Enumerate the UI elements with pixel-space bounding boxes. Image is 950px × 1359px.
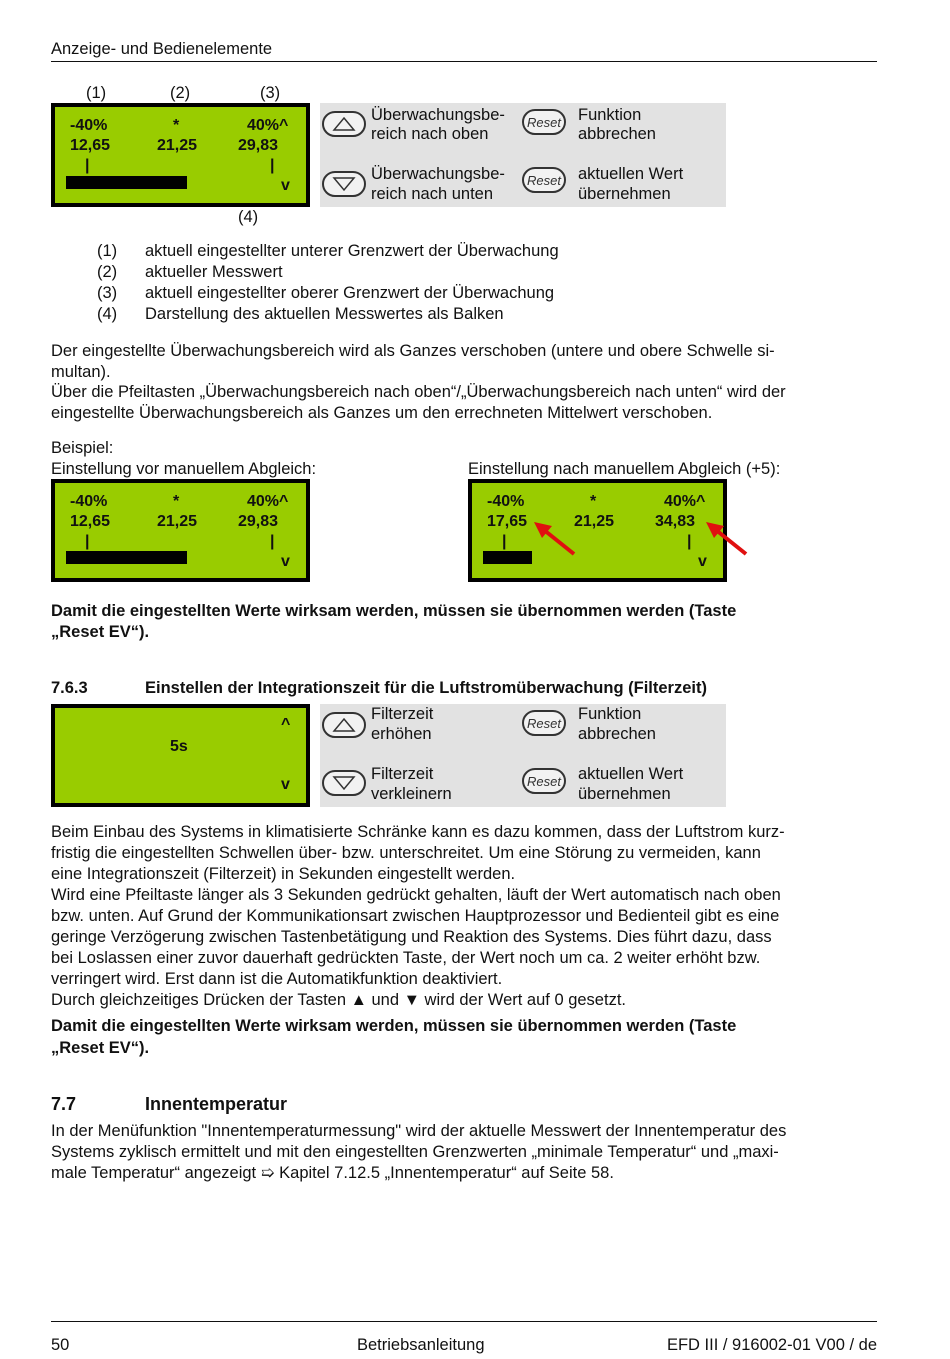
para3-line-3: male Temperatur“ angezeigt ➯ Kapitel 7.12.5 „Innentemperatur“ auf Seite 58.	[51, 1164, 614, 1182]
note2-line-1: Damit die eingestellten Werte wirksam werden, müssen sie übernommen werden (Taste	[51, 1017, 737, 1035]
up-key-desc-1: Überwachungsbe-	[371, 106, 505, 124]
lcd-after-down-indicator: v	[698, 553, 707, 570]
filter-up-key[interactable]	[322, 712, 366, 738]
red-arrow-icon-lower	[530, 520, 580, 560]
lcd-before-lower-value: 12,65	[70, 513, 111, 530]
reset-key-accept[interactable]: Reset	[522, 167, 566, 193]
lcd-before-measured-value: 21,25	[157, 513, 198, 530]
para2-line-9: Durch gleichzeitiges Drücken der Tasten ▲ und ▼ wird der Wert auf 0 gesetzt.	[51, 991, 626, 1009]
lcd-after-tick-left: |	[502, 533, 507, 550]
example-label: Beispiel:	[51, 439, 114, 457]
example-after-label: Einstellung nach manuellem Abgleich (+5):	[468, 460, 781, 478]
lcd-before-lower-percent: -40%	[70, 493, 108, 510]
up-triangle-icon	[332, 717, 356, 733]
filter-accept-desc-2: übernehmen	[578, 785, 671, 803]
lcd-down-indicator: v	[281, 177, 290, 194]
legend-text-1: aktuell eingestellter unterer Grenzwert der Überwachung	[145, 242, 559, 260]
lcd-lower-limit-value: 12,65	[70, 137, 111, 154]
lcd-display-main	[51, 103, 310, 207]
down-arrow-key[interactable]	[322, 171, 366, 197]
lcd-before-tick-right: |	[270, 533, 275, 550]
down-key-desc-2: reich nach unten	[371, 185, 494, 203]
note2-line-2: „Reset EV“).	[51, 1039, 150, 1057]
lcd-display-filter	[51, 704, 310, 807]
filter-up-desc-1: Filterzeit	[371, 705, 434, 723]
lcd-before-bar	[66, 551, 187, 564]
callout-1: (1)	[86, 84, 107, 102]
lcd-upper-limit-value: 29,83	[238, 137, 279, 154]
lcd-display-before	[51, 479, 310, 582]
footer-center-title: Betriebsanleitung	[357, 1336, 485, 1354]
callout-2: (2)	[170, 84, 191, 102]
lcd-measurement-bar	[66, 176, 187, 189]
lcd-display-after	[468, 479, 727, 582]
down-key-desc-1: Überwachungsbe-	[371, 165, 505, 183]
para2-line-5: bzw. unten. Auf Grund der Kommunikationsart zwischen Hauptprozessor und Bedienteil gibt es eine	[51, 907, 780, 925]
para2-line-7: bei Loslassen einer zuvor dauerhaft gedrückten Taste, der Wert noch um ca. 2 weiter erhöht bzw.	[51, 949, 761, 967]
lcd-upper-limit-percent: 40%^	[247, 117, 289, 134]
para2-line-1: Beim Einbau des Systems in klimatisierte Schränke kann es dazu kommen, dass der Luftstrom kurz-	[51, 823, 785, 841]
down-triangle-icon	[332, 176, 356, 192]
filter-cancel-desc-2: abbrechen	[578, 725, 656, 743]
reset-key-cancel[interactable]: Reset	[522, 109, 566, 135]
para2-line-2: fristig die eingestellten Schwellen über- bzw. unterschreitet. Um eine Störung zu vermeiden, kann	[51, 844, 761, 862]
button-panel-filter	[320, 704, 726, 807]
lcd-star: *	[173, 117, 180, 134]
red-arrow-icon-upper	[702, 520, 752, 560]
filter-up-desc-2: erhöhen	[371, 725, 432, 743]
filter-down-key[interactable]	[322, 770, 366, 796]
cancel-desc-2: abbrechen	[578, 125, 656, 143]
legend-num-4: (4)	[97, 305, 118, 323]
lcd-lower-limit-percent: -40%	[70, 117, 108, 134]
para1-line-2: multan).	[51, 363, 111, 381]
legend-num-3: (3)	[97, 284, 118, 302]
para2-line-8: verringert wird. Erst dann ist die Automatikfunktion deaktiviert.	[51, 970, 503, 988]
footer-page-number: 50	[51, 1336, 70, 1354]
note1-line-2: „Reset EV“).	[51, 623, 150, 641]
lcd-after-upper-value: 34,83	[655, 513, 696, 530]
lcd-after-lower-percent: -40%	[487, 493, 525, 510]
para1-line-3: Über die Pfeiltasten „Überwachungsbereich nach oben“/„Überwachungsbereich nach unten“ wird der	[51, 383, 786, 401]
cancel-desc-1: Funktion	[578, 106, 642, 124]
callout-3: (3)	[260, 84, 281, 102]
up-triangle-icon	[332, 116, 356, 132]
up-key-desc-2: reich nach oben	[371, 125, 489, 143]
lcd-after-measured-value: 21,25	[574, 513, 615, 530]
page-header-title: Anzeige- und Bedienelemente	[51, 40, 273, 58]
legend-num-1: (1)	[97, 242, 118, 260]
accept-desc-1: aktuellen Wert	[578, 165, 684, 183]
lcd-before-star: *	[173, 493, 180, 510]
lcd-after-tick-right: |	[687, 533, 692, 550]
down-triangle-icon	[332, 775, 356, 791]
para2-line-3: eine Integrationszeit (Filterzeit) in Sekunden eingestellt werden.	[51, 865, 516, 883]
lcd-before-upper-value: 29,83	[238, 513, 279, 530]
legend-num-2: (2)	[97, 263, 118, 281]
callout-4: (4)	[238, 208, 259, 226]
header-rule	[51, 61, 877, 62]
lcd-after-star: *	[590, 493, 597, 510]
para1-line-4: eingestellte Überwachungsbereich als Ganzes um den errechneten Mittelwert verschoben.	[51, 404, 713, 422]
lcd-before-down-indicator: v	[281, 553, 290, 570]
legend-text-3: aktuell eingestellter oberer Grenzwert der Überwachung	[145, 284, 555, 302]
lcd-filter-down-indicator: v	[281, 776, 290, 793]
para3-line-2: Systems zyklisch ermittelt und mit den eingestellten Grenzwerten „minimale Temperatur“ und „maxi-	[51, 1143, 779, 1161]
legend-text-2: aktueller Messwert	[145, 263, 283, 281]
lcd-after-upper-percent: 40%^	[664, 493, 706, 510]
section-77-title: Innentemperatur	[145, 1094, 288, 1114]
para1-line-1: Der eingestellte Überwachungsbereich wird als Ganzes verschoben (untere und obere Schwelle si-	[51, 342, 775, 360]
filter-reset-key-accept[interactable]: Reset	[522, 768, 566, 794]
footer-doc-id: EFD III / 916002-01 V00 / de	[666, 1336, 877, 1354]
lcd-after-bar	[483, 551, 532, 564]
lcd-filter-value: 5s	[170, 738, 188, 755]
lcd-before-upper-percent: 40%^	[247, 493, 289, 510]
lcd-tick-left: |	[85, 157, 90, 174]
legend-text-4: Darstellung des aktuellen Messwertes als Balken	[145, 305, 504, 323]
accept-desc-2: übernehmen	[578, 185, 671, 203]
section-763-number: 7.6.3	[51, 679, 88, 697]
para3-line-1: In der Menüfunktion "Innentemperaturmessung" wird der aktuelle Messwert der Innentemperatur des	[51, 1122, 787, 1140]
filter-reset-key-cancel[interactable]: Reset	[522, 710, 566, 736]
lcd-after-lower-value: 17,65	[487, 513, 528, 530]
note1-line-1: Damit die eingestellten Werte wirksam werden, müssen sie übernommen werden (Taste	[51, 602, 737, 620]
lcd-filter-up-indicator: ^	[281, 716, 291, 733]
para2-line-4: Wird eine Pfeiltaste länger als 3 Sekunden gedrückt gehalten, läuft der Wert automatisch nach oben	[51, 886, 781, 904]
lcd-before-tick-left: |	[85, 533, 90, 550]
section-77-number: 7.7	[51, 1094, 77, 1114]
up-arrow-key[interactable]	[322, 111, 366, 137]
button-panel-limits	[320, 103, 726, 207]
filter-down-desc-1: Filterzeit	[371, 765, 434, 783]
filter-down-desc-2: verkleinern	[371, 785, 452, 803]
lcd-measured-value: 21,25	[157, 137, 198, 154]
footer-rule	[51, 1321, 877, 1322]
section-763-title: Einstellen der Integrationszeit für die Luftstromüberwachung (Filterzeit)	[145, 679, 707, 697]
filter-cancel-desc-1: Funktion	[578, 705, 642, 723]
filter-accept-desc-1: aktuellen Wert	[578, 765, 684, 783]
lcd-tick-right: |	[270, 157, 275, 174]
example-before-label: Einstellung vor manuellem Abgleich:	[51, 460, 317, 478]
para2-line-6: geringe Verzögerung zwischen Tastenbetätigung und Reaktion des Systems. Dies führt dazu, dass	[51, 928, 772, 946]
